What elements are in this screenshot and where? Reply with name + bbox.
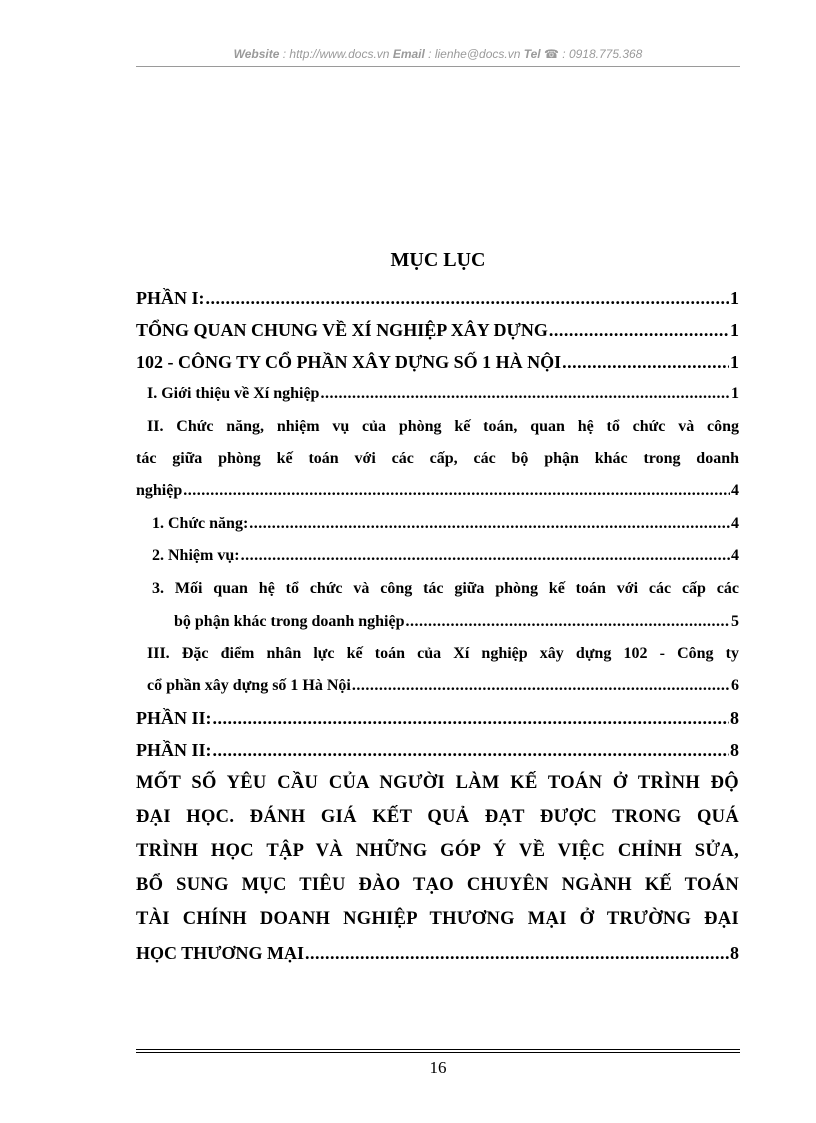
toc-entry-line: TÀI CHÍNH DOANH NGHIỆP THƯƠNG MẠI Ở TRƯỜNG ĐẠI xyxy=(136,909,739,929)
website-label: Website xyxy=(233,47,280,61)
toc-entry-text: bộ phận khác trong doanh nghiệp xyxy=(174,613,405,630)
toc-entry-text: PHẦN II: xyxy=(136,740,212,760)
header-divider xyxy=(136,66,740,67)
tel-number: ☎ : 0918.775.368 xyxy=(540,47,643,61)
toc-page-number: 1 xyxy=(731,385,739,402)
dot-leader xyxy=(206,282,730,314)
toc-entry-relationship[interactable] xyxy=(136,572,739,638)
toc-entry-line: 3. Mối quan hệ tổ chức và công tác giữa phòng kế toán với các cấp các xyxy=(152,580,739,597)
toc-entry-text: cổ phần xây dựng số 1 Hà Nội xyxy=(147,677,351,694)
email-label: Email xyxy=(392,47,425,61)
footer-divider xyxy=(136,1049,740,1050)
toc-entry-text: 102 - CÔNG TY CỔ PHẦN XÂY DỰNG SỐ 1 HÀ NỘI xyxy=(136,352,562,372)
toc-entry-part-1[interactable] xyxy=(136,282,739,314)
toc-entry-introduction[interactable] xyxy=(136,378,739,410)
page-number: 16 xyxy=(429,1058,447,1077)
toc-page-number: 1 xyxy=(730,352,739,372)
toc-entry-text: PHẦN I: xyxy=(136,288,205,308)
dot-leader xyxy=(549,314,729,346)
toc-entry-accounting-staff[interactable] xyxy=(136,638,739,702)
toc-entry-part-2-repeat[interactable] xyxy=(136,734,739,766)
dot-leader xyxy=(320,378,730,410)
toc-entry-last-line xyxy=(136,670,739,702)
toc-entry-text: TỔNG QUAN CHUNG VỀ XÍ NGHIỆP XÂY DỰNG xyxy=(136,320,548,340)
website-url[interactable]: : http://www.docs.vn xyxy=(279,47,390,61)
toc-entry-line: TRÌNH HỌC TẬP VÀ NHỮNG GÓP Ý VỀ VIỆC CHỈNH SỬA, xyxy=(136,841,739,861)
toc-entry-last-line xyxy=(136,936,739,970)
toc-page-number: 4 xyxy=(731,515,739,532)
toc-entry-line: II. Chức năng, nhiệm vụ của phòng kế toán, quan hệ tổ chức và công xyxy=(147,418,739,435)
toc-entry-text: I. Giới thiệu về Xí nghiệp xyxy=(147,385,320,402)
table-of-contents xyxy=(136,282,739,970)
toc-page-number: 8 xyxy=(730,740,739,760)
toc-entry-line: BỔ SUNG MỤC TIÊU ĐÀO TẠO CHUYÊN NGÀNH KẾ TOÁN xyxy=(136,875,739,895)
dot-leader xyxy=(249,508,730,540)
toc-page-number: 1 xyxy=(730,320,739,340)
dot-leader xyxy=(352,670,730,702)
toc-entry-functions-duties[interactable] xyxy=(136,410,739,508)
toc-entry-overview[interactable] xyxy=(136,314,739,346)
toc-page-number: 8 xyxy=(730,943,739,963)
toc-entry-line: tác giữa phòng kế toán với các cấp, các bộ phận khác trong doanh xyxy=(136,450,739,467)
toc-entry-duties[interactable] xyxy=(136,540,739,572)
toc-entry-text: HỌC THƯƠNG MẠI xyxy=(136,943,305,963)
toc-entry-line: MỐT SỐ YÊU CẦU CỦA NGƯỜI LÀM KẾ TOÁN Ở TRÌNH ĐỘ xyxy=(136,773,739,793)
toc-page-number: 4 xyxy=(731,482,739,499)
dot-leader xyxy=(183,474,730,508)
toc-entry-requirements[interactable] xyxy=(136,766,739,970)
toc-page-number: 4 xyxy=(731,547,739,564)
toc-entry-text: 2. Nhiệm vụ: xyxy=(152,547,240,564)
toc-entry-text: 1. Chức năng: xyxy=(152,515,249,532)
dot-leader xyxy=(405,606,730,638)
toc-title: MỤC LỤC xyxy=(390,249,486,271)
dot-leader xyxy=(213,702,730,734)
toc-entry-functions[interactable] xyxy=(136,508,739,540)
footer-divider xyxy=(136,1052,740,1053)
tel-label: Tel xyxy=(523,47,541,61)
dot-leader xyxy=(241,540,730,572)
dot-leader xyxy=(213,734,730,766)
toc-entry-line: ĐẠI HỌC. ĐÁNH GIÁ KẾT QUẢ ĐẠT ĐƯỢC TRONG QUÁ xyxy=(136,807,739,827)
dot-leader xyxy=(562,346,729,378)
toc-page-number: 1 xyxy=(730,288,739,308)
toc-entry-text: PHẦN II: xyxy=(136,708,212,728)
toc-page-number: 5 xyxy=(731,613,739,630)
toc-entry-text: nghiệp xyxy=(136,482,183,499)
toc-entry-part-2[interactable] xyxy=(136,702,739,734)
toc-page-number: 8 xyxy=(730,708,739,728)
toc-entry-line: III. Đặc điểm nhân lực kế toán của Xí nghiệp xây dựng 102 - Công ty xyxy=(147,645,739,662)
page-header xyxy=(136,47,740,61)
toc-page-number: 6 xyxy=(731,677,739,694)
toc-entry-last-line xyxy=(136,474,739,508)
toc-entry-last-line xyxy=(136,606,739,638)
toc-entry-company[interactable] xyxy=(136,346,739,378)
email-address[interactable]: : lienhe@docs.vn xyxy=(424,47,521,61)
dot-leader xyxy=(305,936,729,970)
